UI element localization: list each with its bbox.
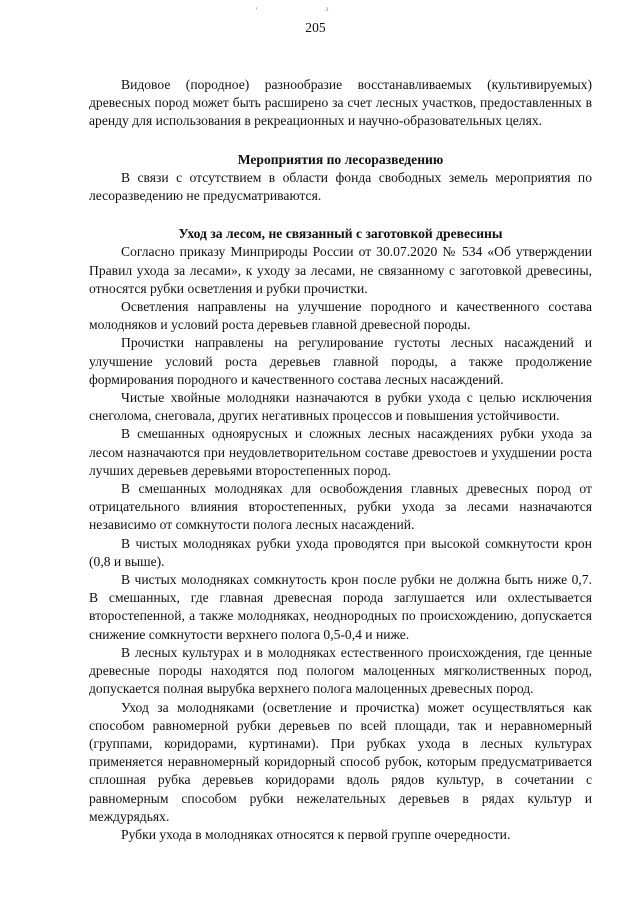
care-paragraph: В чистых молодняках рубки ухода проводятся при высокой сомкнутости крон (0,8 и выше). (89, 535, 592, 569)
scan-mark: ' (256, 6, 258, 15)
care-paragraph: Прочистки направлены на регулирование густоты лесных насаждений и улучшение условий роста деревьев главной породы, а также продолжение формирования породного и качественного состава лесных насаждений. (89, 335, 592, 387)
care-paragraph: Рубки ухода в молодняках относятся к первой группе очередности. (121, 826, 511, 842)
care-paragraph: В лесных культурах и в молодняках естественного происхождения, где ценные древесные породы находятся под пологом малоценных мягколиственных пород, допускается полная вырубка верхнего полога малоценных древесных пород. (89, 644, 592, 697)
care-paragraph: Уход за молодняками (осветление и прочистка) может осуществляться как способом равномерной рубки деревьев по всей площади, так и неравномерный (группами, коридорами, куртинами). При рубках ухода в лесных культурах применяется неравномерный коридорный способ рубок, которым предусматривается сплошная рубка деревьев коридорами вдоль рядов культур, в сочетании с равномерным способом рубки нежелательных деревьев в рядах культур и междурядьях. (89, 699, 592, 824)
section-heading-afforestation: Мероприятия по лесоразведению (237, 151, 444, 167)
page-number: 205 (305, 20, 326, 35)
care-paragraph: В чистых молодняках сомкнутость крон после рубки не должна быть ниже 0,7. В смешанных, где главная древесная порода заглушается или охлестывается второстепенной, а также молодняках, неоднородных по происхождению, допускается снижение сомкнутости верхнего полога 0,5-0,4 и ниже. (89, 572, 592, 642)
document-body (89, 76, 592, 844)
care-paragraph: Осветления направлены на улучшение породного и качественного состава молодняков и условий роста деревьев главной древесной породы. (89, 299, 592, 333)
care-paragraph: Согласно приказу Минприроды России от 30.07.2020 № 534 «Об утверждении Правил ухода за лесами», к уходу за лесами, не связанному с заготовкой древесины, относятся рубки осветления и рубки прочистки. (89, 244, 592, 296)
scan-mark: ² (326, 6, 329, 15)
intro-paragraph: Видовое (породное) разнообразие восстанавливаемых (культивируемых) древесных пород может быть расширено за счет лесных участков, предоставленных в аренду для использования в рекреационных и научно-образовательных целях. (89, 77, 592, 129)
care-paragraph: В смешанных одноярусных и сложных лесных насаждениях рубки ухода за лесом назначаются при неудовлетворительном составе древостоев и ухудшении роста лучших деревьев деревьями второстепенных пород. (89, 426, 592, 478)
care-paragraph: В смешанных молодняках для освобождения главных древесных пород от отрицательного влияния второстепенных, рубки ухода за лесами назначаются независимо от сомкнутости полога лесных насаждений. (89, 481, 592, 533)
section-heading-forest-care: Уход за лесом, не связанный с заготовкой древесины (178, 226, 503, 242)
care-paragraph: Чистые хвойные молодняки назначаются в рубки ухода с целью исключения снеголома, снеговала, других негативных процессов и повышения устойчивости. (89, 390, 592, 424)
afforestation-paragraph: В связи с отсутствием в области фонда свободных земель мероприятия по лесоразведению не предусматриваются. (89, 169, 592, 204)
